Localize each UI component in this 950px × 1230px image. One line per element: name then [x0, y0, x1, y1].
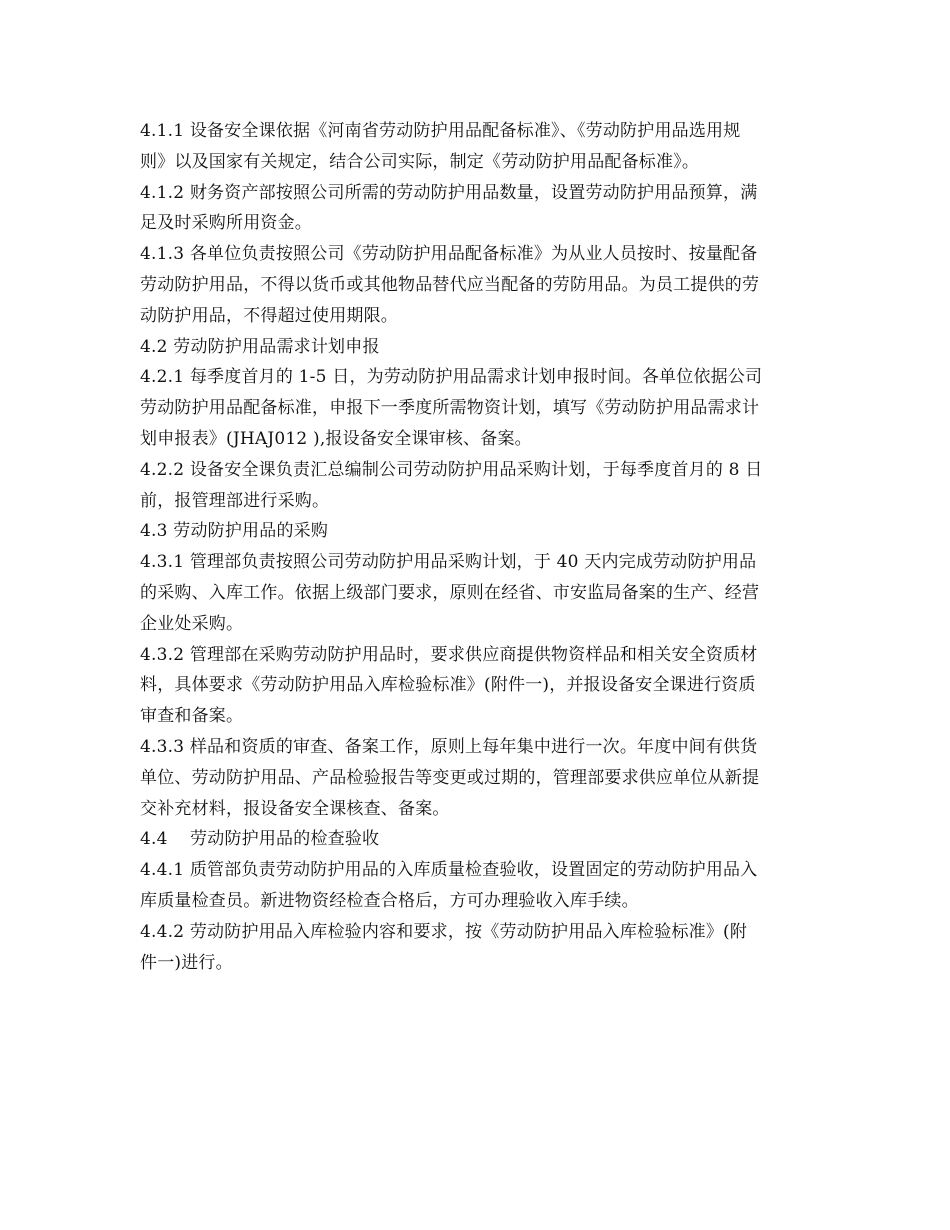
text-line: 4.4.1 质管部负责劳动防护用品的入库质量检查验收，设置固定的劳动防护用品入	[140, 860, 758, 881]
text-line: 件一)进行。	[140, 952, 233, 973]
text-line: 4.2.1 每季度首月的 1-5 日，为劳动防护用品需求计划申报时间。各单位依据公司	[140, 367, 763, 388]
text-line: 4.4.2 劳动防护用品入库检验内容和要求，按《劳动防护用品入库检验标准》(附	[140, 921, 748, 942]
text-line: 4.3.2 管理部在采购劳动防护用品时，要求供应商提供物资样品和相关安全资质材	[140, 644, 758, 665]
text-line: 4.2.2 设备安全课负责汇总编制公司劳动防护用品采购计划，于每季度首月的 8 日	[140, 459, 763, 480]
text-line: 前，报管理部进行采购。	[140, 490, 330, 511]
text-line: 4.1.3 各单位负责按照公司《劳动防护用品配备标准》为从业人员按时、按量配备	[140, 244, 758, 265]
text-line: 劳动防护用品，不得以货币或其他物品替代应当配备的劳防用品。为员工提供的劳	[140, 274, 760, 295]
text-line: 4.1.2 财务资产部按照公司所需的劳动防护用品数量，设置劳动防护用品预算，满	[140, 182, 758, 203]
section-heading: 4.3 劳动防护用品的采购	[140, 521, 329, 542]
text-line: 企业处采购。	[140, 613, 244, 634]
section-heading: 4.2 劳动防护用品需求计划申报	[140, 336, 380, 357]
text-line: 劳动防护用品配备标准，申报下一季度所需物资计划，填写《劳动防护用品需求计	[140, 398, 760, 419]
text-line: 划申报表》(JHAJ012 ),报设备安全课审核、备案。	[140, 428, 532, 449]
text-line: 则》以及国家有关规定，结合公司实际，制定《劳动防护用品配备标准》。	[140, 151, 700, 172]
text-line: 4.1.1 设备安全课依据《河南省劳动防护用品配备标准》、《劳动防护用品选用规	[140, 121, 741, 141]
text-line: 料，具体要求《劳动防护用品入库检验标准》(附件一)，并报设备安全课进行资质	[140, 675, 756, 696]
text-line: 4.3.3 样品和资质的审查、备案工作，原则上每年集中进行一次。年度中间有供货	[140, 736, 758, 757]
text-line: 足及时采购所用资金。	[140, 213, 312, 234]
section-heading: 4.4 劳动防护用品的检查验收	[140, 829, 380, 850]
text-line: 交补充材料，报设备安全课核查、备案。	[140, 798, 450, 819]
text-line: 单位、劳动防护用品、产品检验报告等变更或过期的，管理部要求供应单位从新提	[140, 767, 760, 788]
text-line: 动防护用品，不得超过使用期限。	[140, 305, 398, 326]
text-line: 的采购、入库工作。依据上级部门要求，原则在经省、市安监局备案的生产、经营	[140, 582, 760, 603]
text-line: 审查和备案。	[140, 706, 244, 727]
document-body	[140, 116, 812, 978]
text-line: 4.3.1 管理部负责按照公司劳动防护用品采购计划，于 40 天内完成劳动防护用品	[140, 552, 757, 573]
text-line: 库质量检查员。新进物资经检查合格后，方可办理验收入库手续。	[140, 890, 639, 911]
